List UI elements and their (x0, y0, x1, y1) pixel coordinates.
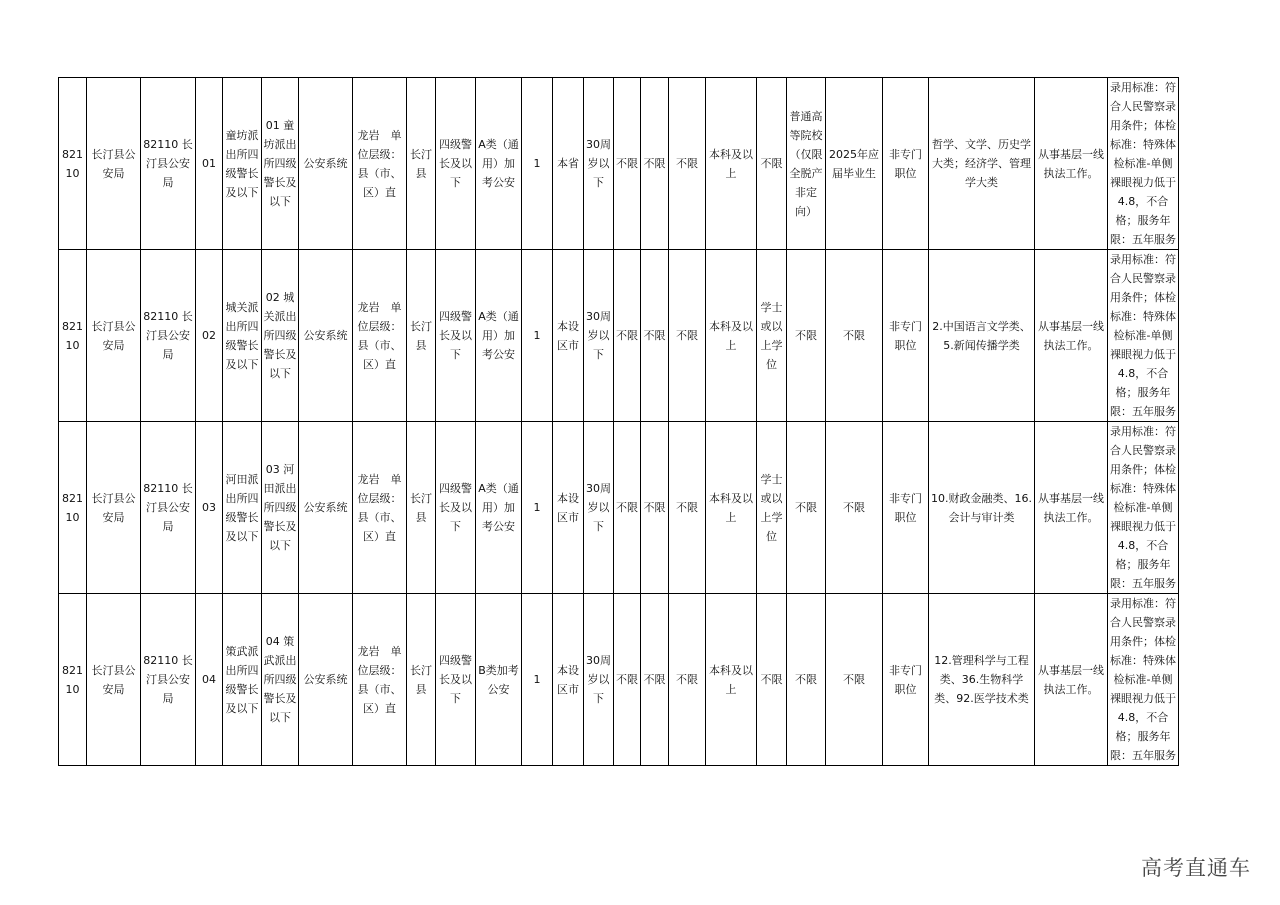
cell-unit-name: 长汀县公安局 (87, 250, 141, 422)
table-row (59, 78, 1179, 250)
cell-exam-category: A类（通用）加考公安 (476, 78, 522, 250)
cell-household: 本设区市 (553, 594, 584, 766)
cell-job-name: 童坊派出所四级警长及以下 (223, 78, 262, 250)
cell-rank: 四级警长及以下 (436, 594, 476, 766)
cell-job-code: 04 (196, 594, 223, 766)
table-row (59, 594, 1179, 766)
cell-school: 不限 (787, 250, 826, 422)
cell-unit-level: 龙岩 单位层级：县（市、区）直 (353, 422, 407, 594)
cell-unit-code: 82110 (59, 78, 87, 250)
cell-count: 1 (522, 422, 553, 594)
cell-exam-category: B类加考公安 (476, 594, 522, 766)
cell-system: 公安系统 (299, 594, 353, 766)
cell-job-name: 河田派出所四级警长及以下 (223, 422, 262, 594)
cell-age: 30周岁以下 (584, 594, 614, 766)
cell-dept: 82110 长汀县公安局 (141, 250, 196, 422)
cell-remarks: 录用标准：符合人民警察录用条件；体检标准：特殊体检标准-单侧裸眼视力低于4.8，不合格；服务年限：五年服务 (1108, 594, 1179, 766)
cell-politics: 不限 (669, 594, 706, 766)
cell-identity: 2025年应届毕业生 (826, 78, 883, 250)
cell-unit-level: 龙岩 单位层级：县（市、区）直 (353, 250, 407, 422)
cell-household: 本省 (553, 78, 584, 250)
cell-education: 本科及以上 (706, 250, 757, 422)
cell-education: 本科及以上 (706, 594, 757, 766)
cell-degree: 学士或以上学位 (757, 250, 787, 422)
cell-job-duty: 从事基层一线执法工作。 (1035, 594, 1108, 766)
cell-gender: 不限 (614, 78, 641, 250)
cell-identity: 不限 (826, 422, 883, 594)
cell-location: 长汀县 (407, 594, 436, 766)
cell-dept: 82110 长汀县公安局 (141, 594, 196, 766)
cell-degree: 学士或以上学位 (757, 422, 787, 594)
watermark-text: 高考直通车 (1141, 856, 1251, 880)
cell-job-name: 城关派出所四级警长及以下 (223, 250, 262, 422)
cell-location: 长汀县 (407, 422, 436, 594)
cell-job-name: 策武派出所四级警长及以下 (223, 594, 262, 766)
cell-identity: 不限 (826, 250, 883, 422)
cell-school: 普通高等院校（仅限全脱产非定向） (787, 78, 826, 250)
cell-exam-category: A类（通用）加考公安 (476, 250, 522, 422)
cell-major: 哲学、文学、历史学大类；经济学、管理学大类 (929, 78, 1035, 250)
cell-remarks: 录用标准：符合人民警察录用条件；体检标准：特殊体检标准-单侧裸眼视力低于4.8，不合格；服务年限：五年服务 (1108, 78, 1179, 250)
cell-politics: 不限 (669, 250, 706, 422)
cell-age: 30周岁以下 (584, 422, 614, 594)
cell-ethnicity: 不限 (641, 422, 669, 594)
cell-education: 本科及以上 (706, 422, 757, 594)
cell-remarks: 录用标准：符合人民警察录用条件；体检标准：特殊体检标准-单侧裸眼视力低于4.8，不合格；服务年限：五年服务 (1108, 422, 1179, 594)
cell-ethnicity: 不限 (641, 250, 669, 422)
cell-major: 10.财政金融类、16.会计与审计类 (929, 422, 1035, 594)
cell-job-title: 02 城关派出所四级警长及以下 (262, 250, 299, 422)
cell-education: 本科及以上 (706, 78, 757, 250)
cell-unit-code: 82110 (59, 594, 87, 766)
job-table (58, 77, 1179, 766)
cell-politics: 不限 (669, 422, 706, 594)
cell-unit-name: 长汀县公安局 (87, 594, 141, 766)
cell-rank: 四级警长及以下 (436, 422, 476, 594)
cell-household: 本设区市 (553, 422, 584, 594)
cell-job-type: 非专门职位 (883, 422, 929, 594)
cell-job-type: 非专门职位 (883, 250, 929, 422)
cell-degree: 不限 (757, 594, 787, 766)
cell-location: 长汀县 (407, 78, 436, 250)
cell-location: 长汀县 (407, 250, 436, 422)
cell-remarks: 录用标准：符合人民警察录用条件；体检标准：特殊体检标准-单侧裸眼视力低于4.8，不合格；服务年限：五年服务 (1108, 250, 1179, 422)
cell-ethnicity: 不限 (641, 78, 669, 250)
cell-identity: 不限 (826, 594, 883, 766)
cell-household: 本设区市 (553, 250, 584, 422)
cell-dept: 82110 长汀县公安局 (141, 422, 196, 594)
cell-job-duty: 从事基层一线执法工作。 (1035, 78, 1108, 250)
table-row (59, 422, 1179, 594)
cell-count: 1 (522, 594, 553, 766)
cell-job-code: 02 (196, 250, 223, 422)
cell-job-duty: 从事基层一线执法工作。 (1035, 422, 1108, 594)
cell-job-code: 03 (196, 422, 223, 594)
cell-job-type: 非专门职位 (883, 594, 929, 766)
cell-job-title: 03 河田派出所四级警长及以下 (262, 422, 299, 594)
cell-gender: 不限 (614, 594, 641, 766)
cell-major: 2.中国语言文学类、5.新闻传播学类 (929, 250, 1035, 422)
table-row (59, 250, 1179, 422)
cell-degree: 不限 (757, 78, 787, 250)
cell-count: 1 (522, 250, 553, 422)
cell-gender: 不限 (614, 422, 641, 594)
cell-system: 公安系统 (299, 250, 353, 422)
cell-age: 30周岁以下 (584, 78, 614, 250)
cell-school: 不限 (787, 422, 826, 594)
cell-system: 公安系统 (299, 78, 353, 250)
cell-age: 30周岁以下 (584, 250, 614, 422)
cell-unit-code: 82110 (59, 250, 87, 422)
cell-job-title: 01 童坊派出所四级警长及以下 (262, 78, 299, 250)
cell-unit-level: 龙岩 单位层级：县（市、区）直 (353, 594, 407, 766)
cell-major: 12.管理科学与工程类、36.生物科学类、92.医学技术类 (929, 594, 1035, 766)
cell-unit-level: 龙岩 单位层级：县（市、区）直 (353, 78, 407, 250)
cell-school: 不限 (787, 594, 826, 766)
cell-unit-name: 长汀县公安局 (87, 422, 141, 594)
cell-job-duty: 从事基层一线执法工作。 (1035, 250, 1108, 422)
cell-gender: 不限 (614, 250, 641, 422)
cell-dept: 82110 长汀县公安局 (141, 78, 196, 250)
cell-job-type: 非专门职位 (883, 78, 929, 250)
cell-job-code: 01 (196, 78, 223, 250)
cell-unit-name: 长汀县公安局 (87, 78, 141, 250)
cell-rank: 四级警长及以下 (436, 78, 476, 250)
cell-politics: 不限 (669, 78, 706, 250)
cell-system: 公安系统 (299, 422, 353, 594)
cell-job-title: 04 策武派出所四级警长及以下 (262, 594, 299, 766)
cell-ethnicity: 不限 (641, 594, 669, 766)
cell-unit-code: 82110 (59, 422, 87, 594)
cell-exam-category: A类（通用）加考公安 (476, 422, 522, 594)
cell-rank: 四级警长及以下 (436, 250, 476, 422)
cell-count: 1 (522, 78, 553, 250)
